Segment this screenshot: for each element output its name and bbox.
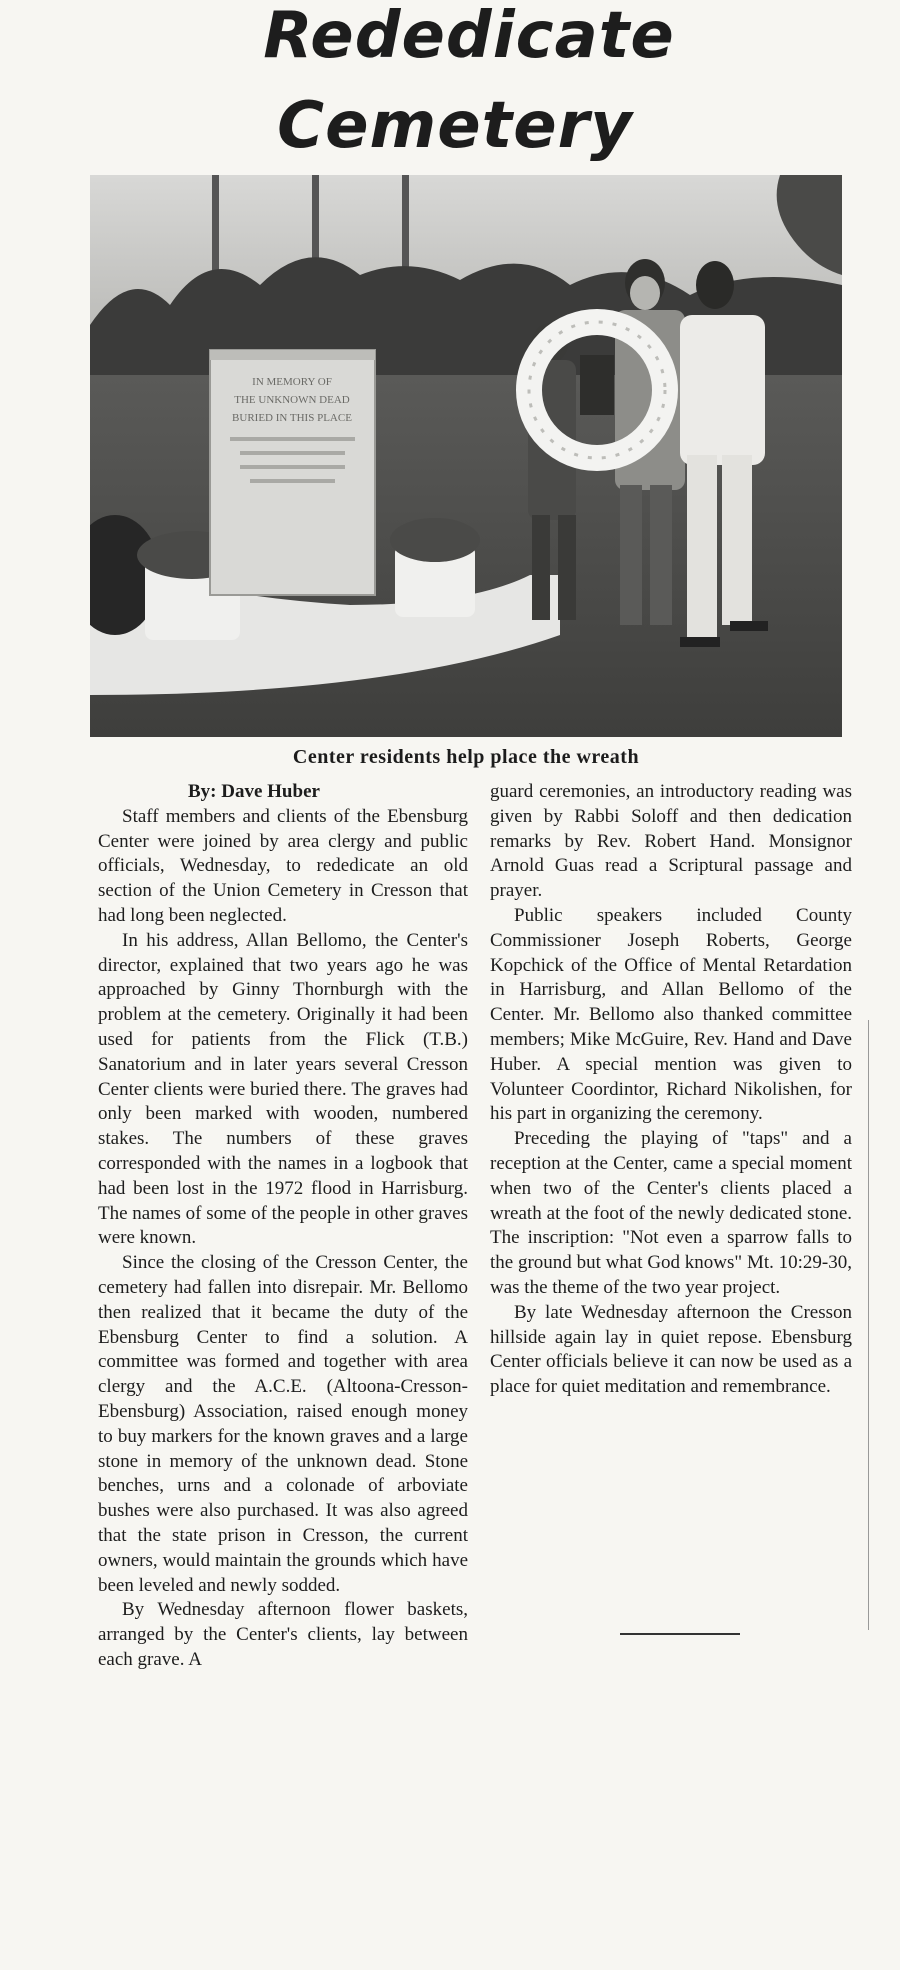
photo-stone-inscription-3: BURIED IN THIS PLACE: [232, 412, 352, 424]
byline: By: Dave Huber: [188, 781, 320, 802]
paragraph: By late Wednesday afternoon the Cresson hillside again lay in quiet repose. Ebensburg Center officials believe it can now be used as a place for quiet meditation and remembrance.: [490, 1301, 852, 1398]
paragraph: By Wednesday afternoon flower baskets, arranged by the Center's clients, lay between each grave. A: [98, 1599, 468, 1670]
article-end-rule: [620, 1633, 740, 1635]
article-right-column: [490, 780, 852, 1400]
column-border-rule: [868, 1020, 869, 1630]
photo-person-3-head: [696, 261, 734, 309]
photo-stone-inscription-1: IN MEMORY OF: [252, 376, 332, 388]
headline-line-2: Cemetery: [277, 89, 633, 163]
paragraph: Public speakers included County Commissioner Joseph Roberts, George Kopchick of the Office of Mental Retardation in Harrisburg, and Allan Bellomo of the Center. Mr. Bellomo also thanked committee members; Mike McGuire, Rev. Hand and Dave Huber. A special mention was given to Volunteer Coordintor, Richard Nikolishen, for his part in organizing the ceremony.: [490, 904, 852, 1125]
paragraph: Preceding the playing of "taps" and a reception at the Center, came a special moment when two of the Center's clients placed a wreath at the foot of the newly dedicated stone. The inscription: "Not even a sparrow falls to the ground but what God knows" Mt. 10:29-30, was the theme of the two year project.: [490, 1128, 852, 1298]
news-photo: [90, 175, 842, 737]
photo-urn-right-flowers: [390, 518, 480, 562]
article-left-column: [98, 780, 468, 1673]
paragraph: Staff members and clients of the Ebensburg Center were joined by area clergy and public officials, Wednesday, to rededicate an old section of the Union Cemetery in Cresson that had long been neglected.: [98, 805, 468, 926]
photo-caption: Center residents help place the wreath: [292, 746, 640, 768]
photo-person-3-body: [680, 315, 765, 465]
paragraph: Since the closing of the Cresson Center, the cemetery had fallen into disrepair. Mr. Bellomo then realized that it became the duty of the Ebensburg Center to find a solution. A committee was formed and together with area clergy and the A.C.E. (Altoona-Cresson-Ebensburg) Association, raised enough money to buy markers for the known graves and a large stone in memory of the unknown dead. Stone benches, urns and a colonade of arboviate bushes were also purchased. It was also agreed that the state prison in Cresson, the current owners, would maintain the grounds which have been leveled and newly sodded.: [98, 1252, 468, 1596]
headline-line-1: Rededicate: [263, 0, 675, 73]
photo-stone-inscription-2: THE UNKNOWN DEAD: [234, 394, 350, 406]
paragraph-continued: guard ceremonies, an introductory reading was given by Rabbi Soloff and then dedication remarks by Rev. Robert Hand. Monsignor Arnold Guas read a Scriptural passage and prayer.: [490, 781, 852, 902]
paragraph: In his address, Allan Bellomo, the Center's director, explained that two years ago he was approached by Ginny Thornburgh with the problem at the cemetery. Originally it had been used for patients from the Flick (T.B.) Sanatorium and in later years several Cresson Center clients were buried there. The graves had only been marked with wooden, numbered stakes. The numbers of these graves corresponded with the names in a logbook that had been lost in the 1972 flood in Harrisburg. The names of some of the people in other graves were known.: [98, 929, 468, 1249]
